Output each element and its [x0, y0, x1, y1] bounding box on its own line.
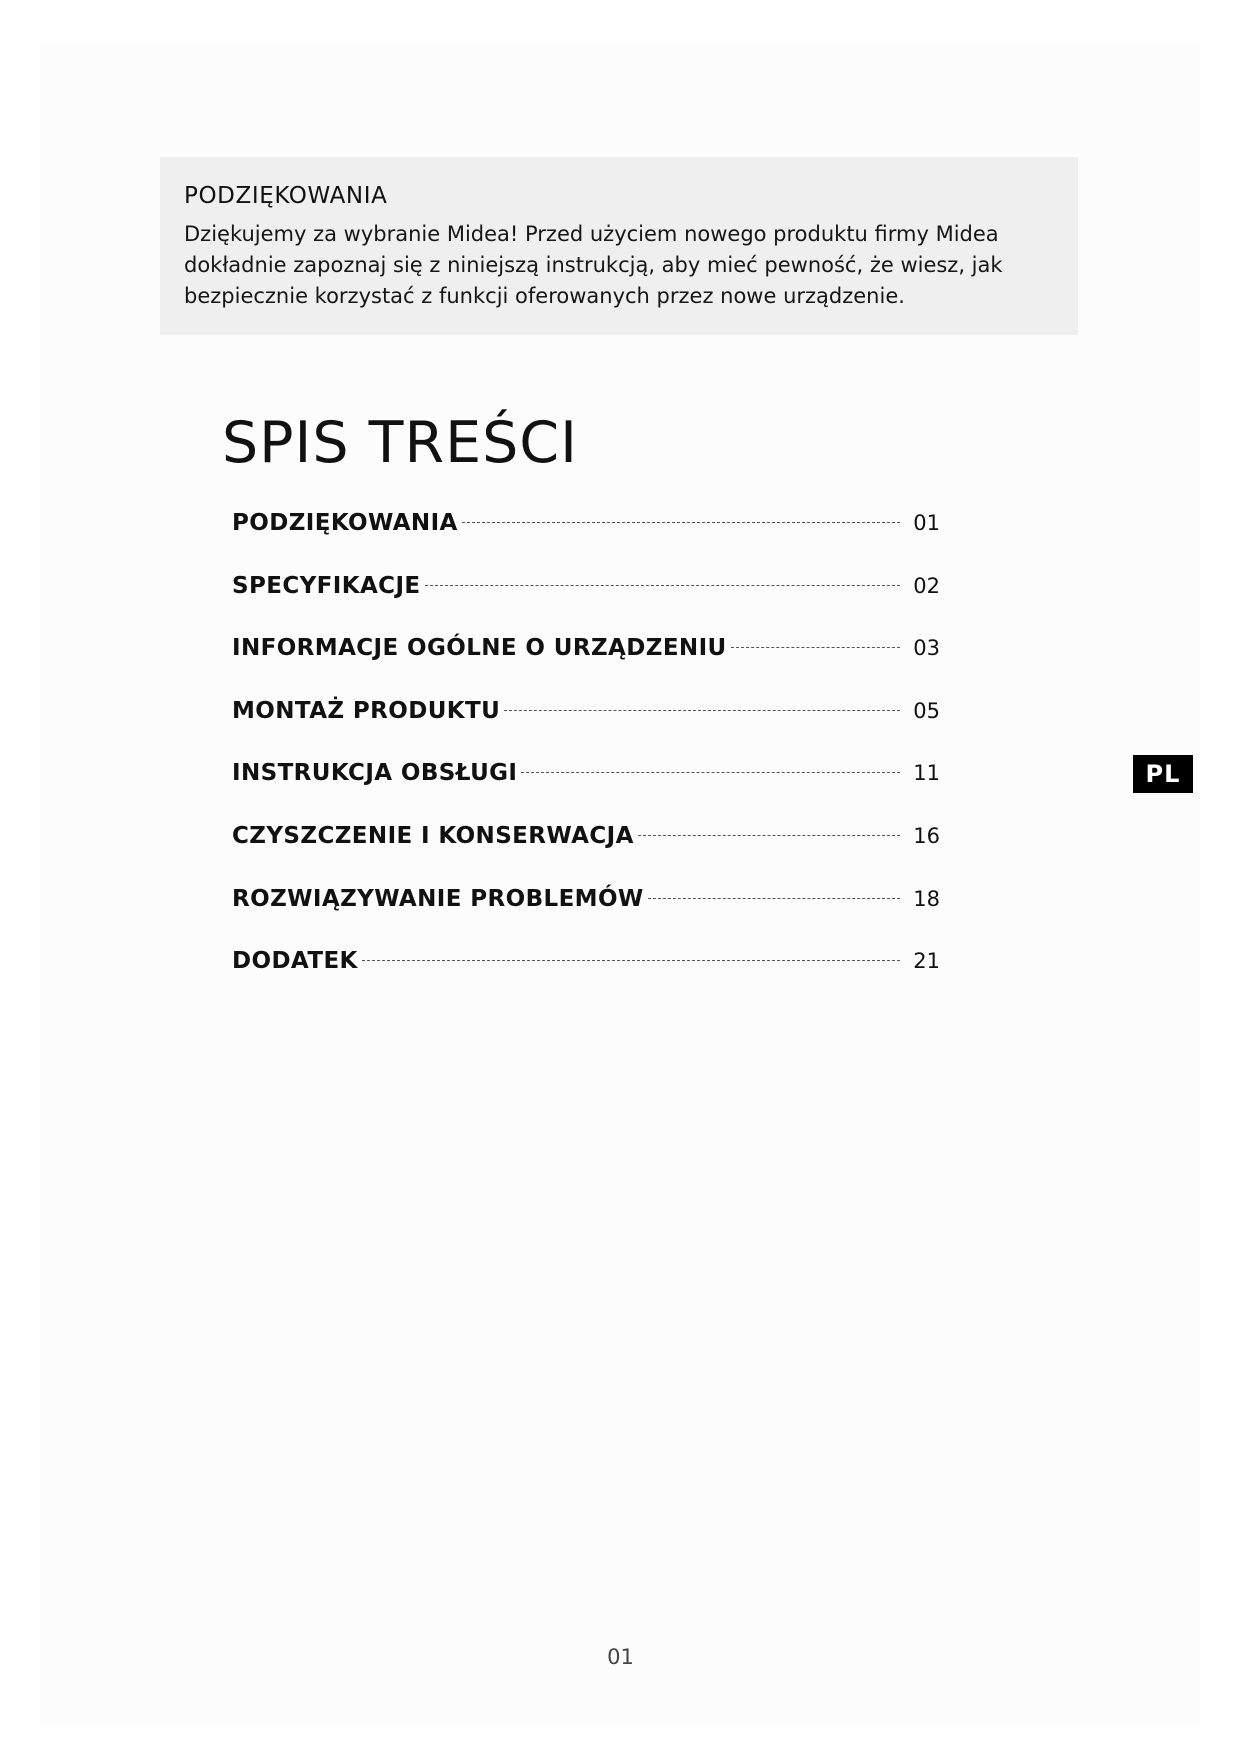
toc-entry-label: ROZWIĄZYWANIE PROBLEMÓW [232, 885, 644, 912]
language-tab: PL [1133, 755, 1193, 793]
toc-entry-page: 01 [913, 511, 940, 535]
page-number: 01 [607, 1645, 634, 1669]
acknowledgement-line-1: Dziękujemy za wybranie Midea! Przed użyciem nowego produktu firmy Midea [184, 222, 999, 246]
acknowledgement-line-2: dokładnie zapoznaj się z niniejszą instrukcją, aby mieć pewność, że wiesz, jak [184, 253, 1003, 277]
toc-entry-page: 16 [913, 823, 940, 848]
acknowledgement-title: PODZIĘKOWANIA [184, 183, 388, 209]
toc-dot-leader [638, 835, 900, 836]
toc-entry-appendix[interactable] [232, 948, 940, 1011]
toc-entry-page: 02 [913, 573, 940, 598]
toc-entry-page: 21 [913, 949, 940, 974]
toc-entry-label: DODATEK [232, 948, 358, 975]
toc-entry-page: 11 [913, 761, 940, 786]
toc-entry-general-information[interactable] [232, 635, 940, 698]
toc-dot-leader [731, 647, 900, 648]
acknowledgement-box [160, 157, 1078, 335]
toc-entry-page: 03 [913, 636, 940, 661]
acknowledgement-text [184, 219, 1054, 312]
table-of-contents [232, 510, 940, 1011]
toc-entry-label: INSTRUKCJA OBSŁUGI [232, 760, 518, 787]
toc-entry-acknowledgements[interactable] [232, 510, 940, 573]
toc-entry-label: PODZIĘKOWANIA [232, 510, 458, 536]
toc-dot-leader [425, 585, 900, 586]
toc-heading: SPIS TREŚCI [222, 410, 578, 476]
toc-entry-page: 18 [913, 886, 940, 911]
toc-dot-leader [362, 960, 900, 961]
toc-entry-page: 05 [913, 698, 940, 723]
toc-entry-label: CZYSZCZENIE I KONSERWACJA [232, 822, 634, 849]
toc-dot-leader [504, 710, 900, 711]
toc-entry-installation[interactable] [232, 698, 940, 761]
toc-dot-leader [521, 772, 900, 773]
toc-entry-troubleshooting[interactable] [232, 886, 940, 949]
toc-entry-operating-instructions[interactable] [232, 760, 940, 823]
toc-entry-cleaning-maintenance[interactable] [232, 823, 940, 886]
toc-entry-label: SPECYFIKACJE [232, 572, 421, 599]
toc-entry-label: INFORMACJE OGÓLNE O URZĄDZENIU [232, 635, 727, 662]
toc-entry-specifications[interactable] [232, 573, 940, 636]
toc-entry-label: MONTAŻ PRODUKTU [232, 697, 501, 724]
toc-dot-leader [462, 522, 900, 523]
toc-dot-leader [648, 898, 900, 899]
acknowledgement-line-3: bezpiecznie korzystać z funkcji oferowanych przez nowe urządzenie. [184, 284, 905, 308]
